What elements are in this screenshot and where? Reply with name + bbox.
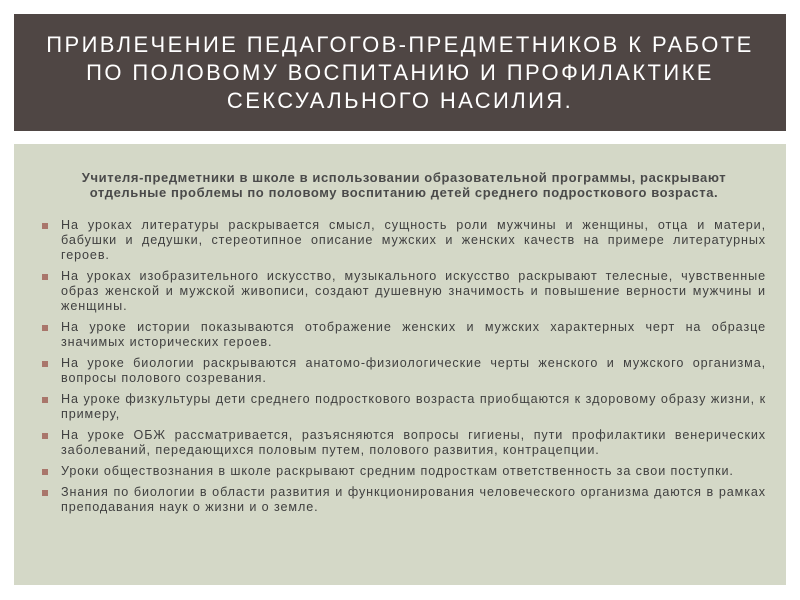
list-item-text: На уроках изобразительного искусство, музыкального искусство раскрывают телесные, чувственные образ женской и мужской живописи, создают душевную значимость и повышение верности мужчины и женщины. (61, 269, 766, 313)
list-item-text: На уроках литературы раскрывается смысл, сущность роли мужчины и женщины, отца и матери, бабушки и дедушки, стереотипное описание мужских и женских качеств на примере литературных героев. (61, 218, 766, 262)
square-bullet-icon (42, 397, 48, 403)
list-item (42, 428, 766, 458)
list-item (42, 320, 766, 350)
square-bullet-icon (42, 361, 48, 367)
title-band (14, 14, 786, 131)
content-panel (14, 144, 786, 585)
list-item (42, 485, 766, 515)
square-bullet-icon (42, 433, 48, 439)
square-bullet-icon (42, 274, 48, 280)
list-item (42, 392, 766, 422)
intro-text: Учителя-предметники в школе в использовании образовательной программы, раскрывают отдельные проблемы по половому воспитанию детей среднего подросткового возраста. (81, 170, 727, 200)
list-item (42, 356, 766, 386)
square-bullet-icon (42, 325, 48, 331)
bullet-list (42, 218, 766, 515)
list-item-text: Знания по биологии в области развития и функционирования человеческого организма даются в рамках преподавания наук о жизни и о земле. (61, 485, 766, 514)
square-bullet-icon (42, 469, 48, 475)
list-item-text: На уроке истории показываются отображение женских и мужских характерных черт на образце значимых исторических героев. (61, 320, 766, 349)
list-item-text: Уроки обществознания в школе раскрывают средним подросткам ответственность за свои поступки. (61, 464, 734, 478)
list-item (42, 218, 766, 263)
slide-title: ПРИВЛЕЧЕНИЕ ПЕДАГОГОВ-ПРЕДМЕТНИКОВ К РАБОТЕ ПО ПОЛОВОМУ ВОСПИТАНИЮ И ПРОФИЛАКТИКЕ СЕКСУАЛЬНОГО НАСИЛИЯ. (46, 31, 754, 113)
list-item-text: На уроке ОБЖ рассматривается, разъясняются вопросы гигиены, пути профилактики венерических заболеваний, передающихся половым путем, полового развития, контрацепции. (61, 428, 766, 457)
list-item-text: На уроке физкультуры дети среднего подросткового возраста приобщаются к здоровому образу жизни, к примеру, (61, 392, 766, 421)
list-item (42, 269, 766, 314)
square-bullet-icon (42, 490, 48, 496)
list-item (42, 464, 766, 479)
list-item-text: На уроке биологии раскрываются анатомо-физиологические черты женского и мужского организма, вопросы полового созревания. (61, 356, 766, 385)
square-bullet-icon (42, 223, 48, 229)
